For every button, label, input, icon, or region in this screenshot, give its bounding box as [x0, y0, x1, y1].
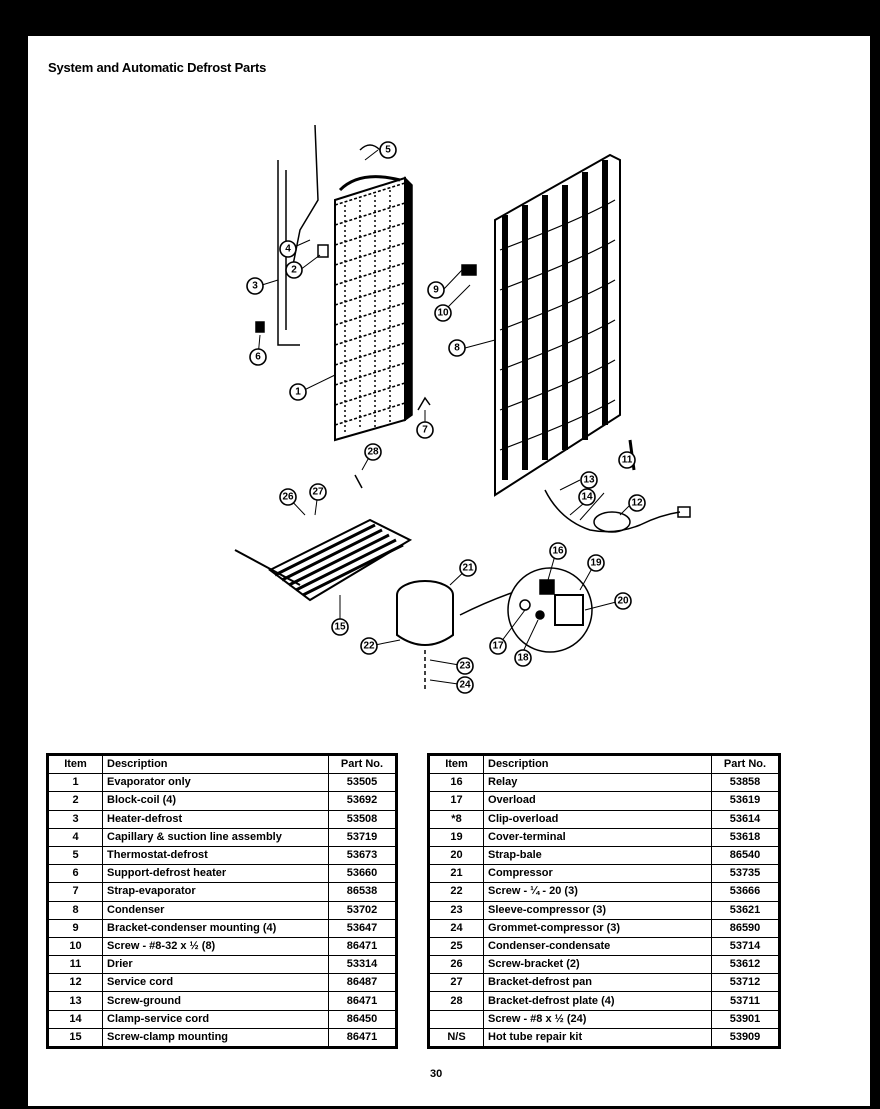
- column-header-item: Item: [48, 755, 103, 774]
- part-number-cell: 86487: [329, 974, 397, 992]
- description-cell: Sleeve-compressor (3): [484, 901, 712, 919]
- item-cell: 12: [48, 974, 103, 992]
- part-number-cell: 53858: [712, 774, 780, 792]
- callout-26: [280, 489, 296, 505]
- callout-24: [457, 677, 473, 693]
- table-row: [48, 792, 397, 810]
- item-cell: 2: [48, 792, 103, 810]
- item-cell: 24: [429, 919, 484, 937]
- callout-label: 13: [583, 474, 595, 486]
- item-cell: 10: [48, 937, 103, 955]
- column-header-part-no: Part No.: [712, 755, 780, 774]
- part-number-cell: 53621: [712, 901, 780, 919]
- part-number-cell: 53901: [712, 1010, 780, 1028]
- compressor-drawing: [397, 581, 520, 690]
- item-cell: 15: [48, 1028, 103, 1047]
- callout-label: 11: [621, 454, 633, 466]
- table-row: [48, 937, 397, 955]
- callout-27: [310, 484, 326, 500]
- callout-label: 12: [631, 497, 643, 509]
- description-cell: Screw - ¼ - 20 (3): [484, 883, 712, 901]
- table-row: [429, 846, 780, 864]
- callout-12: [629, 495, 645, 511]
- callout-13: [581, 472, 597, 488]
- table-row: [48, 774, 397, 792]
- description-cell: Block-coil (4): [103, 792, 329, 810]
- part-number-cell: 53505: [329, 774, 397, 792]
- callout-label: 28: [367, 446, 379, 458]
- item-cell: 20: [429, 846, 484, 864]
- parts-table-left: [46, 753, 398, 1049]
- callout-label: 26: [282, 491, 294, 503]
- callout-label: 15: [334, 621, 346, 633]
- callout-1: [290, 384, 306, 400]
- item-cell: 21: [429, 865, 484, 883]
- table-row: [48, 1010, 397, 1028]
- item-cell: *8: [429, 810, 484, 828]
- callout-label: 9: [433, 284, 439, 296]
- description-cell: Clamp-service cord: [103, 1010, 329, 1028]
- item-cell: 22: [429, 883, 484, 901]
- callout-6: [250, 349, 266, 365]
- callout-18: [515, 650, 531, 666]
- part-number-cell: 53618: [712, 828, 780, 846]
- item-cell: 17: [429, 792, 484, 810]
- description-cell: Screw-bracket (2): [484, 956, 712, 974]
- description-cell: Grommet-compressor (3): [484, 919, 712, 937]
- column-header-description: Description: [484, 755, 712, 774]
- column-header-item: Item: [429, 755, 484, 774]
- item-cell: 1: [48, 774, 103, 792]
- description-cell: Condenser-condensate: [484, 937, 712, 955]
- description-cell: Screw-clamp mounting: [103, 1028, 329, 1047]
- part-number-cell: 86538: [329, 883, 397, 901]
- callout-label: 4: [285, 243, 291, 255]
- item-cell: 6: [48, 865, 103, 883]
- part-number-cell: 86471: [329, 992, 397, 1010]
- table-row: [429, 810, 780, 828]
- table-row: [48, 810, 397, 828]
- callout-22: [361, 638, 377, 654]
- item-cell: 28: [429, 992, 484, 1010]
- part-number-cell: 86590: [712, 919, 780, 937]
- description-cell: Screw-ground: [103, 992, 329, 1010]
- description-cell: Screw - #8 x ½ (24): [484, 1010, 712, 1028]
- callout-label: 20: [617, 595, 629, 607]
- table-row: [429, 1010, 780, 1028]
- description-cell: Compressor: [484, 865, 712, 883]
- part-number-cell: 86450: [329, 1010, 397, 1028]
- table-row: [48, 901, 397, 919]
- table-row: [48, 992, 397, 1010]
- callout-11: [619, 452, 635, 468]
- item-cell: 9: [48, 919, 103, 937]
- callout-label: 2: [291, 264, 297, 276]
- callout-label: 5: [385, 144, 391, 156]
- table-row: [48, 919, 397, 937]
- description-cell: Condenser: [103, 901, 329, 919]
- callout-9: [428, 282, 444, 298]
- table-header-row: [429, 755, 780, 774]
- part-number-cell: 86540: [712, 846, 780, 864]
- item-cell: 19: [429, 828, 484, 846]
- description-cell: Strap-bale: [484, 846, 712, 864]
- item-cell: 25: [429, 937, 484, 955]
- callout-8: [449, 340, 465, 356]
- part-number-cell: 53702: [329, 901, 397, 919]
- part-number-cell: 53612: [712, 956, 780, 974]
- parts-table-right-body: [429, 774, 780, 1048]
- description-cell: Bracket-condenser mounting (4): [103, 919, 329, 937]
- item-cell: 16: [429, 774, 484, 792]
- part-number-cell: 53660: [329, 865, 397, 883]
- item-cell: 26: [429, 956, 484, 974]
- item-cell: 23: [429, 901, 484, 919]
- callout-19: [588, 555, 604, 571]
- description-cell: Heater-defrost: [103, 810, 329, 828]
- callout-label: 7: [422, 424, 428, 436]
- item-cell: 14: [48, 1010, 103, 1028]
- description-cell: Cover-terminal: [484, 828, 712, 846]
- callout-label: 10: [437, 307, 449, 319]
- callout-21: [460, 560, 476, 576]
- description-cell: Thermostat-defrost: [103, 846, 329, 864]
- description-cell: Hot tube repair kit: [484, 1028, 712, 1047]
- table-row: [48, 865, 397, 883]
- table-header-row: [48, 755, 397, 774]
- part-number-cell: 53614: [712, 810, 780, 828]
- item-cell: 4: [48, 828, 103, 846]
- callout-label: 19: [590, 557, 602, 569]
- callout-20: [615, 593, 631, 609]
- table-row: [429, 792, 780, 810]
- parts-table-right: [427, 753, 781, 1049]
- part-number-cell: 53619: [712, 792, 780, 810]
- description-cell: Relay: [484, 774, 712, 792]
- table-row: [48, 1028, 397, 1047]
- callout-label: 6: [255, 351, 261, 363]
- table-row: [429, 919, 780, 937]
- description-cell: Bracket-defrost plate (4): [484, 992, 712, 1010]
- callout-label: 1: [295, 386, 301, 398]
- table-row: [429, 992, 780, 1010]
- callout-3: [247, 278, 263, 294]
- part-number-cell: 53714: [712, 937, 780, 955]
- part-number-cell: 53314: [329, 956, 397, 974]
- description-cell: Capillary & suction line assembly: [103, 828, 329, 846]
- table-row: [429, 901, 780, 919]
- description-cell: Support-defrost heater: [103, 865, 329, 883]
- callout-label: 23: [459, 660, 471, 672]
- description-cell: Strap-evaporator: [103, 883, 329, 901]
- description-cell: Screw - #8-32 x ½ (8): [103, 937, 329, 955]
- callout-label: 21: [462, 562, 474, 574]
- item-cell: [429, 1010, 484, 1028]
- part-number-cell: 53719: [329, 828, 397, 846]
- table-row: [48, 846, 397, 864]
- description-cell: Service cord: [103, 974, 329, 992]
- part-number-cell: 86471: [329, 937, 397, 955]
- condenser-drawing: [462, 155, 634, 495]
- callout-label: 17: [492, 640, 504, 652]
- table-row: [48, 974, 397, 992]
- table-row: [429, 865, 780, 883]
- description-cell: Evaporator only: [103, 774, 329, 792]
- item-cell: 3: [48, 810, 103, 828]
- callout-label: 27: [312, 486, 324, 498]
- table-row: [429, 974, 780, 992]
- service-cord-drawing: [545, 490, 690, 532]
- part-number-cell: 53909: [712, 1028, 780, 1047]
- table-row: [429, 883, 780, 901]
- item-cell: 7: [48, 883, 103, 901]
- callout-23: [457, 658, 473, 674]
- table-row: [429, 956, 780, 974]
- page-number: 30: [430, 1068, 443, 1080]
- callout-label: 3: [252, 280, 258, 292]
- callout-7: [417, 422, 433, 438]
- description-cell: Clip-overload: [484, 810, 712, 828]
- item-cell: 11: [48, 956, 103, 974]
- part-number-cell: 86471: [329, 1028, 397, 1047]
- callout-10: [435, 305, 451, 321]
- table-row: [429, 774, 780, 792]
- callout-label: 14: [581, 491, 593, 503]
- table-row: [48, 828, 397, 846]
- parts-table-left-body: [48, 774, 397, 1048]
- part-number-cell: 53711: [712, 992, 780, 1010]
- column-header-part-no: Part No.: [329, 755, 397, 774]
- callout-5: [380, 142, 396, 158]
- callout-16: [550, 543, 566, 559]
- callout-28: [365, 444, 381, 460]
- relay-group-drawing: [508, 568, 592, 652]
- callout-label: 8: [454, 342, 460, 354]
- description-cell: Drier: [103, 956, 329, 974]
- part-number-cell: 53508: [329, 810, 397, 828]
- table-row: [429, 1028, 780, 1047]
- callout-14: [579, 489, 595, 505]
- item-cell: N/S: [429, 1028, 484, 1047]
- callout-label: 16: [552, 545, 564, 557]
- part-number-cell: 53735: [712, 865, 780, 883]
- table-row: [48, 883, 397, 901]
- table-row: [429, 937, 780, 955]
- evaporator-drawing: [256, 125, 430, 440]
- item-cell: 13: [48, 992, 103, 1010]
- part-number-cell: 53673: [329, 846, 397, 864]
- item-cell: 27: [429, 974, 484, 992]
- item-cell: 8: [48, 901, 103, 919]
- description-cell: Overload: [484, 792, 712, 810]
- callout-label: 18: [517, 652, 529, 664]
- item-cell: 5: [48, 846, 103, 864]
- column-header-description: Description: [103, 755, 329, 774]
- description-cell: Bracket-defrost pan: [484, 974, 712, 992]
- part-number-cell: 53666: [712, 883, 780, 901]
- table-row: [48, 956, 397, 974]
- callout-2: [286, 262, 302, 278]
- table-row: [429, 828, 780, 846]
- callout-4: [280, 241, 296, 257]
- part-number-cell: 53692: [329, 792, 397, 810]
- callout-17: [490, 638, 506, 654]
- page-title: System and Automatic Defrost Parts: [48, 60, 267, 75]
- part-number-cell: 53712: [712, 974, 780, 992]
- part-number-cell: 53647: [329, 919, 397, 937]
- callout-label: 24: [459, 679, 471, 691]
- callout-label: 22: [363, 640, 375, 652]
